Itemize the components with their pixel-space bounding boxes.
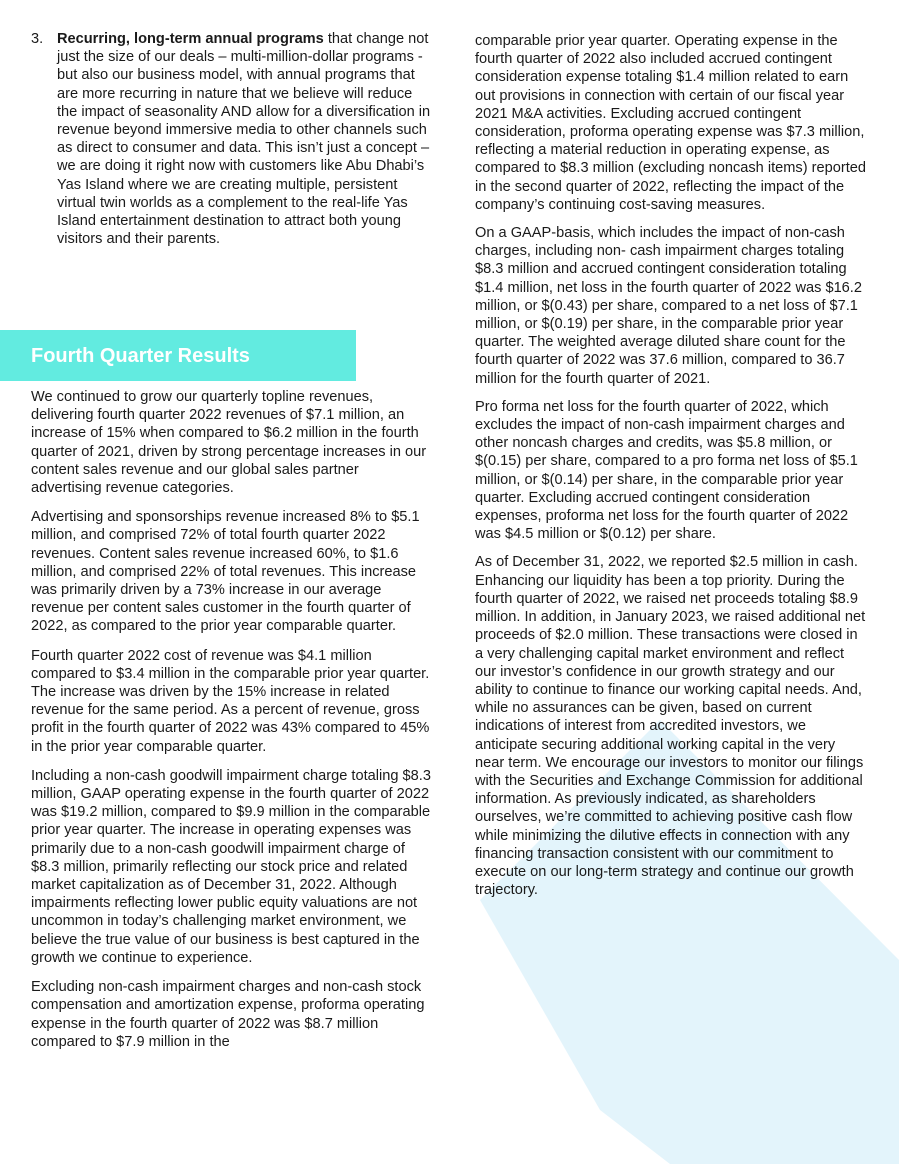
- right-column: [475, 32, 868, 909]
- list-item-bold-lead: Recurring, long-term annual programs: [57, 31, 324, 47]
- paragraph-cash-liquidity: As of December 31, 2022, we reported $2.5 million in cash. Enhancing our liquidity has been a top priority. During the fourth quarter of 2022, we raised net proceeds totaling $8.9 million. In addition, in January 2023, we raised additional net proceeds of $2.0 million. These transactions were closed in a very challenging capital market environment and reflect our investor’s confidence in our growth strategy and our ability to continue to finance our working capital needs. And, while no assurances can be given, based on current indications of interest from accredited investors, we anticipate securing additional working capital in the very near term. We encourage our investors to monitor our filings with the Securities and Exchange Commission for additional information. As previously indicated, as shareholders ourselves, we’re committed to achieving positive cash flow while minimizing the dilutive effects in connection with any financing transaction consistent with our commitment to execute on our long-term strategy and continue our growth trajectory.: [475, 554, 866, 899]
- paragraph-proforma-net-loss: Pro forma net loss for the fourth quarter of 2022, which excludes the impact of non-cash impairment charges and other noncash charges and credits, was $5.8 million, or $(0.15) per share, compared to a pro forma net loss of $5.1 million, or $(0.14) per share, in the comparable prior year quarter. Excluding accrued contingent consideration expenses, proforma net loss for the fourth quarter of 2022 was $4.5 million or $(0.12) per share.: [475, 398, 858, 543]
- numbered-list-item: [31, 30, 431, 248]
- paragraph-cost-of-revenue: Fourth quarter 2022 cost of revenue was $4.1 million compared to $3.4 million in the comparable prior year quarter. The increase was driven by the 15% increase in related revenue for the same period. As a percent of revenue, gross profit in the fourth quarter of 2022 was 43% compared to 45% in the prior year comparable quarter.: [31, 647, 430, 755]
- list-item-body: [57, 30, 431, 248]
- paragraph-advertising: Advertising and sponsorships revenue increased 8% to $5.1 million, and comprised 72% of total fourth quarter 2022 revenues. Content sales revenue increased 60%, to $1.6 million, and comprised 22% of total revenues. This increase was primarily driven by a 73% increase in our average revenue per content sales customer in the fourth quarter of 2022, as compared to the prior year comparable quarter.: [31, 509, 420, 635]
- section-title: Fourth Quarter Results: [31, 345, 250, 367]
- paragraph-gaap-net-loss: On a GAAP-basis, which includes the impact of non-cash charges, including non- cash impairment charges totaling $8.3 million and accrued contingent consideration totaling $1.4 million, net loss in the fourth quarter of 2022 was $16.2 million, or $(0.43) per share, compared to a net loss of $7.1 million, or $(0.19) per share, in the comparable prior year quarter. The weighted average diluted share count for the fourth quarter of 2022 was 37.6 million, compared to 36.7 million for the fourth quarter of 2021.: [475, 225, 862, 387]
- left-column-body: [31, 388, 431, 1062]
- paragraph-proforma-expense: Excluding non-cash impairment charges and non-cash stock compensation and amortization expense, proforma operating expense in the fourth quarter of 2022 was $8.7 million compared to $7.9 million in the: [31, 979, 425, 1050]
- left-column-top: [31, 30, 431, 248]
- paragraph-operating-expense: Including a non-cash goodwill impairment charge totaling $8.3 million, GAAP operating expense in the fourth quarter of 2022 was $19.2 million, compared to $9.9 million in the comparable prior year quarter. The increase in operating expenses was primarily due to a non-cash goodwill impairment charge of $8.3 million, primarily reflecting our stock price and related market capitalization as of December 31, 2022. Although impairments reflecting lower public equity valuations are not uncommon in today’s challenging market environment, we believe the true value of our business is best captured in the growth we continue to experience.: [31, 767, 431, 966]
- list-item-text: that change not just the size of our deals – multi-million-dollar programs - but also our business model, with annual programs that are more recurring in nature that we believe will reduce the impact of seasonality AND allow for a diversification in revenue beyond immersive media to other channels such as direct to consumer and data. This isn’t just a concept – we are doing it right now with customers like Abu Dhabi’s Yas Island where we are creating multiple, persistent virtual twin worlds as a complement to the real-life Yas Island entertainment destination to attract both young visitors and their parents.: [57, 31, 431, 248]
- paragraph-revenue: We continued to grow our quarterly topline revenues, delivering fourth quarter 2022 revenues of $7.1 million, an increase of 15% when compared to $6.2 million in the fourth quarter of 2021, driven by strong percentage increases in our content sales revenue and our global sales partner advertising revenue categories.: [31, 389, 427, 497]
- paragraph-operating-expense-continued: comparable prior year quarter. Operating expense in the fourth quarter of 2022 also included accrued contingent consideration expense totaling $1.4 million related to earn out provisions in connection with certain of our fiscal year 2021 M&A activities. Excluding accrued contingent consideration, proforma operating expense was $7.3 million, reflecting a material reduction in operating expense, as compared to $8.3 million (excluding noncash items) reported in the second quarter of 2022, reflecting the impact of the company’s continuing cost-saving measures.: [475, 33, 866, 213]
- list-number: 3.: [31, 31, 44, 47]
